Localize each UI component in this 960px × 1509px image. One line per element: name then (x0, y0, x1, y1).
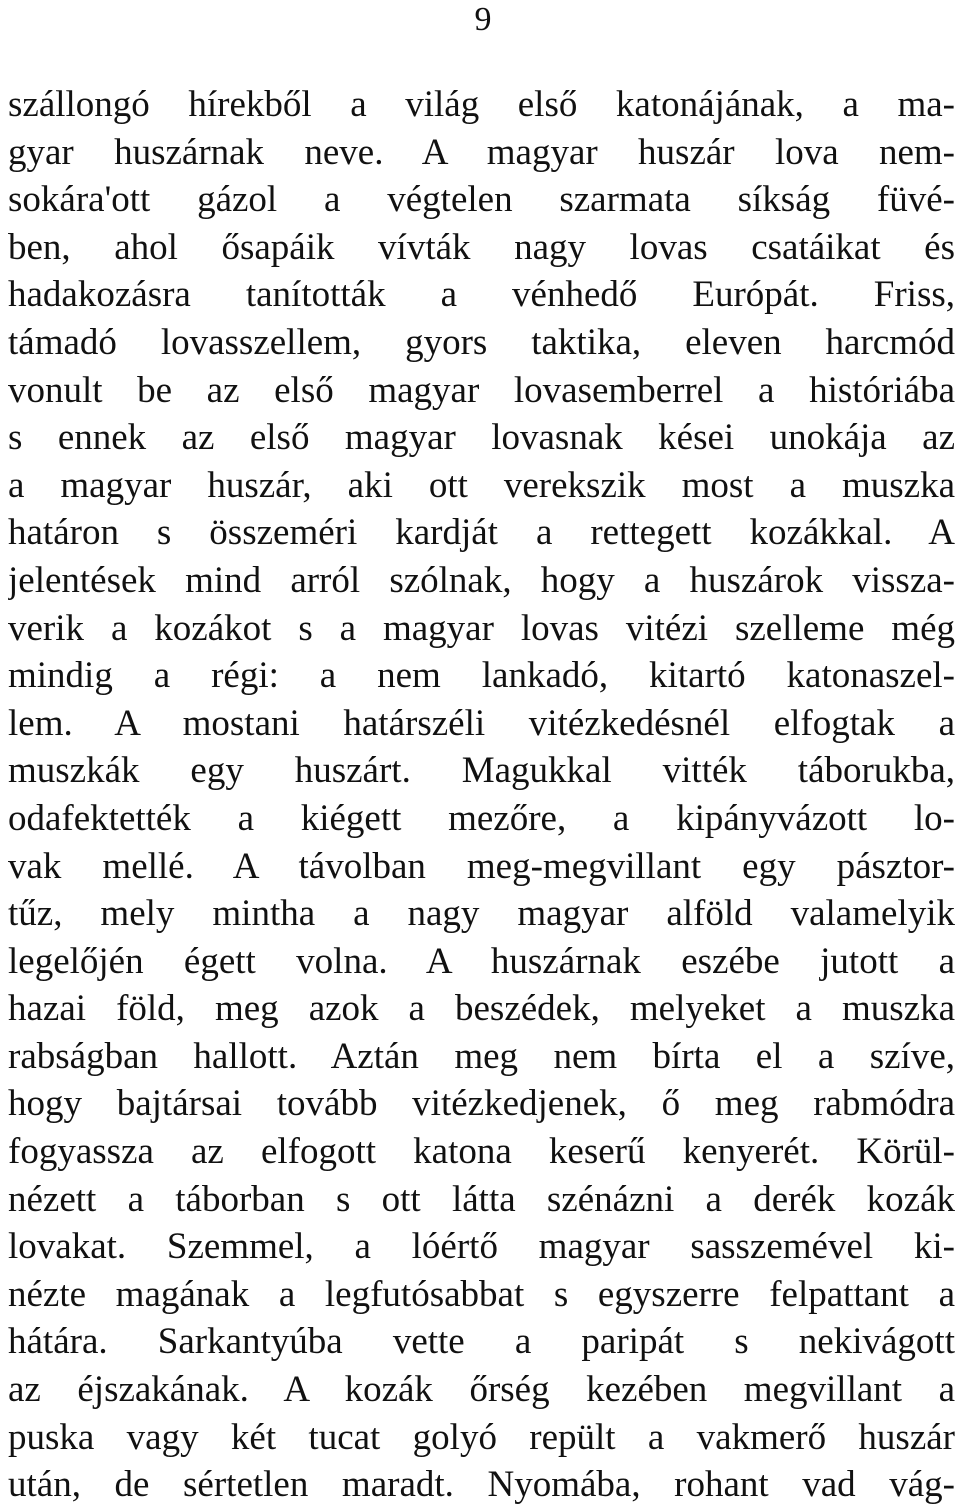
text-line: rabságban hallott. Aztán meg nem bírta el a szíve, (8, 1035, 955, 1077)
text-line: után, de sértetlen maradt. Nyomába, rohant vad vág- (8, 1464, 955, 1506)
text-line: hátára. Sarkantyúba vette a paripát s nekivágott (8, 1321, 955, 1363)
text-line: lem. A mostani határszéli vitézkedésnél elfogtak a (8, 702, 955, 744)
text-line: támadó lovasszellem, gyors taktika, eleven harcmód (8, 321, 955, 363)
page-number: 9 (474, 1, 492, 38)
text-line: hadakozásra tanították a vénhedő Európát. Friss, (8, 274, 955, 316)
text-line: legelőjén égett volna. A huszárnak eszébe jutott a (8, 940, 955, 982)
text-line: a magyar huszár, aki ott verekszik most a muszka (8, 464, 955, 506)
text-line: az éjszakának. A kozák őrség kezében megvillant a (8, 1369, 955, 1411)
text-line: sokára'ott gázol a végtelen szarmata síkság füvé- (8, 179, 955, 221)
text-line: s ennek az első magyar lovasnak kései unokája az (8, 417, 955, 459)
text-line: gyar huszárnak neve. A magyar huszár lova nem- (8, 131, 955, 173)
text-line: odafektették a kiégett mezőre, a kipányvázott lo- (8, 797, 955, 839)
text-line: muszkák egy huszárt. Magukkal vitték táborukba, (8, 750, 955, 792)
text-line: vonult be az első magyar lovasemberrel a históriába (8, 369, 955, 411)
text-line: nézett a táborban s ott látta szénázni a derék kozák (8, 1178, 955, 1220)
text-line: hazai föld, meg azok a beszédek, melyeket a muszka (8, 988, 955, 1030)
body-text (8, 81, 955, 1509)
text-line: jelentések mind arról szólnak, hogy a huszárok vissza- (8, 559, 955, 601)
text-line: fogyassza az elfogott katona keserű kenyerét. Körül- (8, 1131, 955, 1173)
text-line: szállongó hírekből a világ első katonájának, a ma- (8, 84, 955, 125)
text-line: hogy bajtársai tovább vitézkedjenek, ő meg rabmódra (8, 1083, 955, 1125)
text-line: verik a kozákot s a magyar lovas vitézi szelleme még (8, 607, 955, 649)
text-line: vak mellé. A távolban meg-megvillant egy pásztor- (8, 845, 955, 887)
text-line: lovakat. Szemmel, a lóértő magyar sasszemével ki- (8, 1226, 955, 1268)
text-line: tűz, mely mintha a nagy magyar alföld valamelyik (8, 893, 955, 935)
text-line: mindig a régi: a nem lankadó, kitartó katonaszel- (8, 655, 955, 697)
text-line: határon s összeméri kardját a rettegett kozákkal. A (8, 512, 955, 554)
text-line: nézte magának a legfutósabbat s egyszerre felpattant a (8, 1273, 955, 1315)
text-line: puska vagy két tucat golyó repült a vakmerő huszár (8, 1416, 955, 1458)
text-line: ben, ahol ősapáik vívták nagy lovas csatáikat és (8, 226, 955, 268)
